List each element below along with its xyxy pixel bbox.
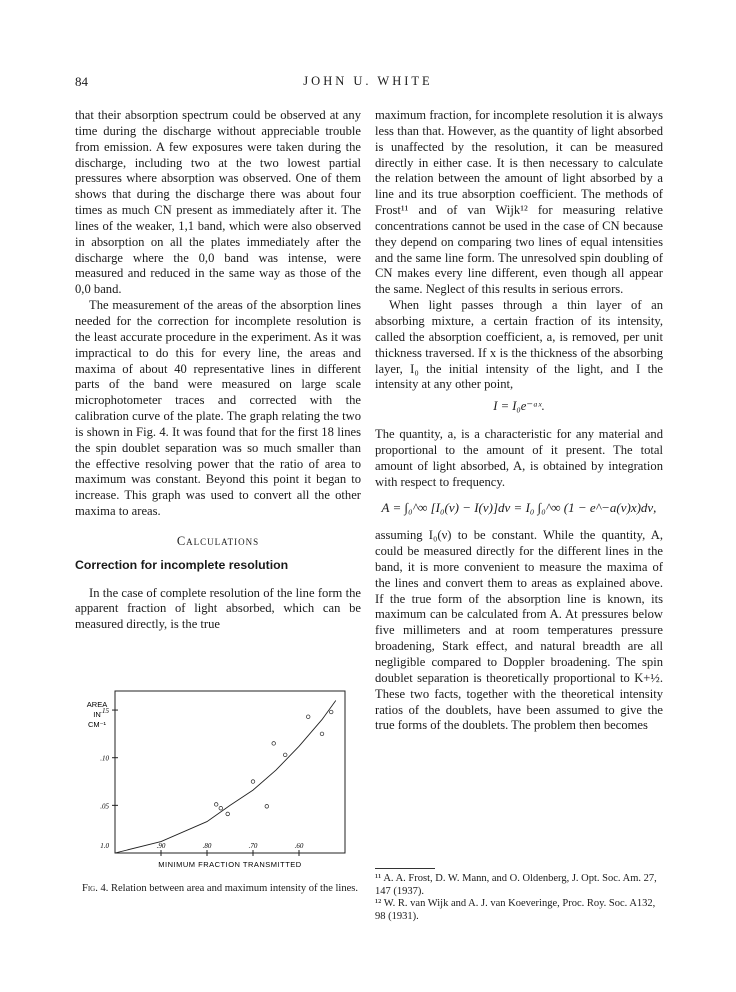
figure-4 [75, 685, 375, 869]
left-paragraph-2: The measurement of the areas of the absorption lines needed for the correction for incomplete resolution is the least accurate procedure in the experiment. As it was impractical to do this for every line, the areas and maxima of about 40 representative lines in different parts of the band were measured on large scale microphotometer traces and corrected with the calibration curve of the plate. The graph relating the two is shown in Fig. 4. It was found that for the first 18 lines the spin doublet separation was so much smaller than the effective resolving power that the ratio of area to maximum was constant. Beyond this point it began to increase. This graph was used to convert all the other maxima to areas. [75, 298, 361, 519]
data-point [219, 806, 223, 810]
footnotes [375, 868, 663, 923]
x-tick-label: .70 [248, 842, 258, 850]
footnote-rule [375, 868, 435, 869]
y-axis-label: AREA [86, 700, 108, 709]
data-point [329, 710, 333, 714]
page-number: 84 [75, 74, 88, 89]
figure-4-chart [75, 685, 375, 875]
data-point [251, 780, 255, 784]
x-tick-label: .60 [294, 842, 304, 850]
x-tick-label: .90 [156, 842, 166, 850]
footnote-11: ¹¹ A. A. Frost, D. W. Mann, and O. Oldenberg, J. Opt. Soc. Am. 27, 147 (1937). [375, 873, 657, 897]
left-paragraph-1: that their absorption spectrum could be observed at any time during the discharge without appreciable trouble from emission. A few exposures were taken during the discharge, including two at the two lowest partial pressures where absorption was observed. One of them shows that during the discharge there was about four times as much CN present as immediately after it. The lines of the weaker, 1,1 band, which were also observed in absorption on all the plates immediately after the discharge where the 0,0 band was intense, were measured and reduced in the same way as those of the 0,0 band. [75, 108, 361, 297]
figure-caption [75, 883, 365, 896]
right-paragraph-1: maximum fraction, for incomplete resolution it is always less than that. However, as the quantity of light absorbed is unaffected by the resolution, it can be measured directly in either case. It is then necessary to calculate the relation between the amount of light absorbed by a line and its true absorption coefficient. The methods of Frost¹¹ and of van Wijk¹² for measuring relative concentrations cannot be used in the case of CN because they depend on comparing two lines of equal intensities and the same line form. The unresolved spin doubling of CN makes every line different, even though all appear the same. Neglect of this results in serious errors. [375, 108, 663, 297]
running-head: JOHN U. WHITE [303, 74, 433, 88]
left-paragraph-3: In the case of complete resolution of the line form the apparent fraction of light absorbed, which can be measured directly, is the true [75, 585, 361, 632]
section-heading: Calculations [176, 533, 260, 548]
x-axis-label: MINIMUM FRACTION TRANSMITTED [158, 860, 302, 869]
data-point [283, 753, 287, 757]
corner-label: 1.0 [100, 842, 109, 850]
right-paragraph-4: assuming I₀(ν) to be constant. While the quantity, A, could be measured directly for the different lines in the band, it is more convenient to measure the maxima of the lines and convert them to areas as explained above. If the true form of the absorption line is known, its maximum can be calculated from A. At pressures below five millimeters and at room temperatures pressure broadening, Stark effect, and natural breadth are all negligible compared to Doppler broadening. The spin doublet separation is theoretically proportional to K+½. These two facts, together with the theoretical intensity ratios of the doublets, have been assumed to give the true forms of the doublets. The problem then becomes [375, 528, 663, 733]
y-axis-label: IN [93, 710, 101, 719]
figure-caption-text: Relation between area and maximum intensity of the lines. [111, 883, 358, 894]
data-point [272, 742, 276, 746]
equation-2: A = ∫₀^∞ [I₀(ν) − I(ν)]dν = I₀ ∫₀^∞ (1 − e^−a(ν)x)dν, [381, 500, 657, 516]
x-tick-label: .80 [202, 842, 212, 850]
plot-frame [115, 691, 345, 853]
data-point [265, 805, 269, 809]
figure-caption-label: Fig. 4. [82, 883, 109, 894]
y-tick-label: .15 [100, 707, 109, 716]
data-point [306, 715, 310, 719]
right-column [375, 108, 663, 734]
y-tick-label: .05 [100, 802, 109, 811]
equation-1: I = I₀e⁻ᵃˣ. [493, 399, 545, 414]
data-point [320, 732, 324, 736]
left-column [75, 108, 361, 633]
data-point [214, 803, 218, 807]
y-axis-label: CM⁻¹ [87, 720, 107, 729]
fit-curve [115, 701, 336, 854]
right-paragraph-3: The quantity, a, is a characteristic for any material and proportional to the amount of it present. The total amount of light absorbed, A, is obtained by integration with respect to frequency. [375, 427, 663, 489]
subsection-heading: Correction for incomplete resolution [75, 557, 289, 572]
right-paragraph-2: When light passes through a thin layer of an absorbing mixture, a certain fraction of its intensity, called the absorption coefficient, a, is removed, per unit thickness traversed. If x is the thickness of the absorbing layer, I₀ the initial intensity of the light, and I the intensity at any other point, [375, 298, 663, 392]
data-point [226, 812, 230, 816]
footnote-12: ¹² W. R. van Wijk and A. J. van Koeveringe, Proc. Roy. Soc. A132, 98 (1931). [375, 898, 656, 922]
y-tick-label: .10 [100, 754, 109, 763]
